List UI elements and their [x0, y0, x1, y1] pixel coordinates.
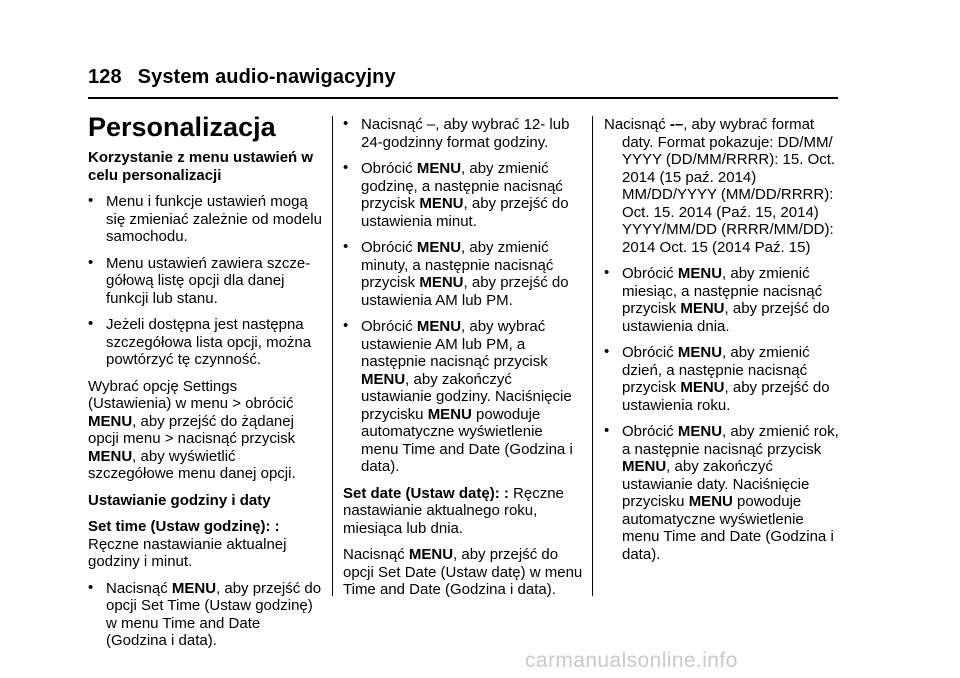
header-rule	[88, 97, 838, 99]
list-item: • Obrócić MENU, aby zmienić minuty, a następnie nacisnąć przycisk MENU, aby przejść do ustawienia AM lub PM.	[343, 239, 583, 309]
list-item: • Nacisnąć MENU, aby przejść do opcji Set Time (Ustaw godzinę) w menu Time and Date (Godzina i data).	[88, 580, 323, 650]
column-3	[604, 116, 844, 572]
list-item: • Menu i funkcje ustawień mogą się zmieniać zależnie od modelu samochodu.	[88, 193, 323, 246]
subheading: Ustawianie godziny i daty	[88, 491, 271, 509]
paragraph: Set date (Ustaw datę): : Ręczne nastawianie aktualnego roku, miesiąca lub dnia.	[343, 484, 564, 537]
list-item: • Obrócić MENU, aby wybrać ustawienie AM lub PM, a następnie nacisnąć przycisk MENU, aby zakończyć ustawianie godziny. Naciśnięcie przycisku MENU powoduje automatyczne wyświetlenie menu Time and Date (Godzina i data).	[343, 318, 583, 476]
list-item: • Obrócić MENU, aby zmienić dzień, a następnie nacisnąć przycisk MENU, aby przejść do ustawienia roku.	[604, 344, 844, 414]
column-divider	[592, 116, 593, 596]
column-1	[88, 112, 323, 659]
list-item: • Obrócić MENU, aby zmienić miesiąc, a następnie nacisnąć przycisk MENU, aby przejść do ustawienia dnia.	[604, 265, 844, 335]
list-item: • Menu ustawień zawiera szcze-gółową listę opcji dla danej funkcji lub stanu.	[88, 255, 323, 308]
paragraph: Set time (Ustaw godzinę): : Ręczne nastawianie aktualnej godziny i minut.	[88, 518, 287, 570]
bullet-list	[88, 193, 323, 369]
page-title: Personalizacja	[88, 112, 276, 142]
bullet-list	[343, 116, 583, 476]
list-item: • Jeżeli dostępna jest następna szczegółowa lista opcji, można powtórzyć tę czynność.	[88, 316, 323, 369]
list-item: • Nacisnąć –, aby wybrać 12- lub 24-godzinny format godziny.	[343, 116, 583, 151]
bullet-list	[604, 265, 844, 563]
column-2	[343, 116, 583, 608]
subheading: Korzystanie z menu ustawień w celu personalizacji	[88, 149, 314, 184]
column-divider	[332, 116, 333, 596]
page-header	[88, 66, 396, 89]
paragraph: Wybrać opcję Settings (Ustawienia) w menu > obrócić MENU, aby przejść do żądanej opcji menu > nacisnąć przycisk MENU, aby wyświetlić szczegółowe menu danej opcji.	[88, 377, 296, 482]
list-item: • Obrócić MENU, aby zmienić godzinę, a następnie nacisnąć przycisk MENU, aby przejść do ustawienia minut.	[343, 160, 583, 230]
paragraph: Nacisnąć MENU, aby przejść do opcji Set Date (Ustaw datę) w menu Time and Date (Godzina i data).	[343, 546, 583, 598]
watermark: carmanualsonline.info	[525, 649, 738, 672]
list-item: • Obrócić MENU, aby zmienić rok, a następnie nacisnąć przycisk MENU, aby zakończyć ustawianie daty. Naciśnięcie przycisku MENU powoduje automatyczne wyświetlenie menu Time and Date (Godzina i data).	[604, 423, 844, 563]
page-number: 128	[88, 66, 122, 88]
paragraph: Nacisnąć -–, aby wybrać format daty. Format pokazuje: DD/MM/ YYYY (DD/MM/RRRR): 15. Oct. 2014 (15 paź. 2014) MM/DD/YYYY (MM/DD/RRRR): Oct. 15. 2014 (Paź. 15, 2014) YYYY/MM/DD (RRRR/MM/DD): 2014 Oct. 15 (2014 Paź. 15)	[604, 116, 836, 256]
bullet-list	[88, 580, 323, 650]
section-title: System audio-nawigacyjny	[137, 66, 396, 88]
